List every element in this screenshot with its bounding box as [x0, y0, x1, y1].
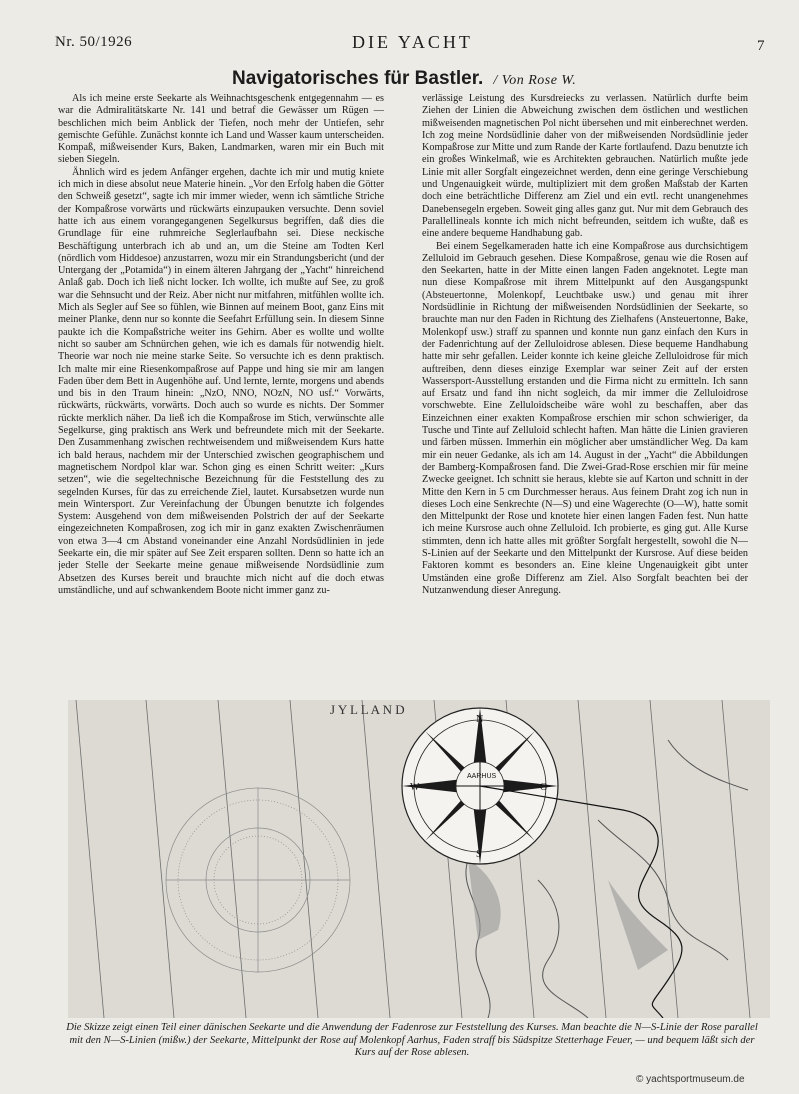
- paragraph: Als ich meine erste Seekarte als Weihnachtsgeschenk entgegennahm — es war die Admiralitätskarte Nr. 141 und betraf die Gewässer um Rügen — beschlichen mich beim Anblick der Tiefen, noch mehr der Untiefen, sehr gemischte Gefühle. Zunächst konnte ich Land und Wasser kaum unterscheiden. Kompaß, mißweisender Kurs, Baken, Landmarken, waren mir ein Buch mit sieben Siegeln.: [58, 93, 384, 166]
- figure-caption: Die Skizze zeigt einen Teil einer dänischen Seekarte und die Anwendung der Fadenrose zur Feststellung des Kurses. Man beachte die N—S-Linie der Rose parallel mit den N—S-Linien (mißw.) der Seekarte, Mittelpunkt der Rose auf Molenkopf Aarhus, Faden straff bis Südspitze Stetterhage Feuer, — und bequem läßt sich der Kurs auf der Rose ablesen.: [66, 1022, 758, 1059]
- article-byline: / Von Rose W.: [493, 73, 577, 88]
- chart-illustration: [68, 700, 770, 1018]
- article-title: Navigatorisches für Bastler.: [232, 68, 484, 89]
- paragraph: verlässige Leistung des Kursdreiecks zu verlassen. Natürlich durfte beim Ziehen der Linien die Abweichung zwischen dem östlichen und westlichen mißweisenden magnetischen Pol nicht übersehen und mit einberechnet werden. Ich zog meine Nordsüdlinie daher von der mißweisenden Nordsüdlinie jeder Kompaßrose zur Mitte und zum Rande der Karte fortlaufend. Dazu benutzte ich ein großes Winkelmaß, wie es Architekten gebrauchen. Natürlich mußte jede Linie mit aller Sorgfalt eingezeichnet werden, denn eine geringe Verschiebung und Ungenauigkeit würde, multipliziert mit dem großen Maßstab der Karten doch eine beträchtliche Differenz am Ziel und ein evtl. recht unangenehmes Danebensegeln ergeben. Soweit ging alles ganz gut. Nur mit dem Gebrauch des Parallellineals konnte ich mich nicht befreunden, seitdem ich wußte, daß es eine andere bequeme Handhabung gab.: [422, 93, 748, 240]
- watermark: © yachtsportmuseum.de: [636, 1074, 745, 1085]
- page-number: 7: [757, 38, 765, 54]
- paragraph: Ähnlich wird es jedem Anfänger ergehen, dachte ich mir und mutig kniete ich mich in diese absolut neue Materie hinein. „Vor den Erfolg haben die Götter den Schweiß gesetzt“, sagte ich mir immer wieder, wenn ich sämtliche Striche der Kompaßrose vorwärts und rückwärts einzupauken versuchte. Denn soviel hatte ich aus einem vorangegangenen Segelkursus begriffen, daß dies die Grundlage für eine ruhmreiche Seglerlaufbahn sei. Diese neckische Beschäftigung unterbrach ich ab und an, um die Steine am Todten Kerl (nördlich vom Hiddesoe) anzustarren, wozu mir ein Strandungsbericht (und der Untergang der „Potamida“) in einem älteren Jahrgang der „Yacht“ hinreichend Anlaß gab. Doch ich ließ nicht locker. Ich wollte, ich mußte auf See, zu groß war die Sehnsucht und der Reiz. Aber nicht nur mitfahren, mitfühlen wollte ich. Mich als Segler auf See so fühlen, wie Binnen auf meinem Boot, ganz Eins mit meiner Planke, denn nur so konnte die Seefahrt Erfüllung sein. In diesem Sinne paukte ich die Kompaßstriche weiter ins Gehirn. Aber es wollte und wollte nicht so sauber am Schnürchen gehen, wie ich es damals für notwendig hielt. Theorie war noch nie meine starke Seite. So versuchte ich es denn praktisch. Ich malte mir eine Riesenkompaßrose auf Pappe und hing sie mir am langen Faden über dem Bett in Augenhöhe auf. Und lernte, lernte, morgens und abends und bis in den Traum hinein: „NzO, NNO, NOzN, NO usf.“ Vorwärts, rückwärts, rückwärts, vorwärts. Doch auch so wurde es nichts. Der Sommer rückte merklich näher. Da ließ ich die Kompaßrose im Stich, verwünschte alle Segelkurse, ging praktisch ans Werk und befreundete mich mit der Seekarte. Den Zusammenhang zwischen rechtweisendem und mißweisendem Kurs hatte ich bald heraus, nachdem mir der Unterschied zwischen geographischem und magnetischem Nordpol klar war. Schon ging es einen Schritt weiter: „Kurs setzen“, wie die segeltechnische Bezeichnung für die Feststellung des zu segelnden Kurses, für das zu erreichende Ziel, lautet. Kursabsetzen wurde nun mein Wintersport. Zur Vereinfachung der Übungen benutzte ich folgendes System: Ausgehend von dem mißweisenden Polstrich der auf der Seekarte eingezeichneten Kompaßrosen, zog ich mir in ganz exakten Zwischenräumen von etwa 3—4 cm Abstand voneinander eine Anzahl Nordsüdlinien in jede Seekarte ein, die mir später auf See Zeit ersparen sollten. Denn so hatte ich an jeder Stelle der Seekarte meine genaue mißweisende Nordsüdlinie zum Absetzen des Kurses bereit und brauchte mich nicht auf die doch etwas umständliche, und auf schwankendem Boote nicht immer ganz zu-: [58, 166, 384, 596]
- map-label: J Y L L A N D: [330, 702, 405, 717]
- text-column-left: [58, 93, 384, 691]
- journal-title: DIE YACHT: [352, 32, 473, 52]
- issue-number: Nr. 50/1926: [55, 34, 133, 50]
- south-letter: S: [476, 849, 482, 860]
- north-letter: N: [476, 714, 484, 725]
- sea-chart-drawing: [68, 700, 770, 1018]
- rose-center-label: AARHUS: [467, 773, 497, 780]
- west-letter: W: [410, 782, 420, 793]
- text-column-right: [422, 93, 748, 693]
- article-heading: [232, 68, 576, 90]
- east-letter: O: [540, 782, 548, 793]
- paragraph: Bei einem Segelkameraden hatte ich eine Kompaßrose aus durchsichtigem Zelluloid im Gebrauch gesehen. Diese Kompaßrose, genau wie die Rosen auf den Seekarten, hatte in der Mitte einen langen Faden angeknotet. Legte man nun diese Kompaßrose mit ihrem Mittelpunkt auf den Ausgangspunkt (Absteuertonne, Molenkopf, Leuchtbake usw.) und genau mit ihrer Nordsüdlinie in Richtung der mißweisenden Nordsüdlinien der Seekarte, so brauchte man nur den Faden in Richtung des Zielhafens (Ansteuertonne, Bake, Molenkopf usw.) straff zu spannen und konnte nun ganz einfach den Kurs in der Fadenrichtung auf der Zelluloidrose ablesen. Diese bequeme Handhabung hatte mir sehr gefallen. Leider konnte ich keine gleiche Zelluloidrose für mich auftreiben, denn dieses einzige Exemplar war seiner Zeit auf der ersten Wassersport-Ausstellung erstanden und die Firma nicht zu ermitteln. Ich sann auf Ersatz und fand ihn nicht sogleich, da mir immer die Zelluloidrose vorschwebte. Eine Zelluloidscheibe wäre wohl zu beschaffen, aber das Einzeichnen einer exakten Kompaßrose erschien mir schon schwieriger, da Tusche und Tinte auf Zelluloid schlecht haften. Man hätte die Linien gravieren und färben müssen. Immerhin ein möglicher aber umständlicher Weg. Da kam mir ein neuer Gedanke, als ich am 14. August in der „Yacht“ die Abbildungen der Bamberg-Kompaßrosen fand. Die Zwei-Grad-Rose erschien mir für meine Zwecke geeignet. Ich schnitt sie heraus, klebte sie auf Karton und schnitt in der Mitte den Kern in 5 cm Durchmesser heraus. Aus feinem Draht zog ich nun in dieses Loch eine Senkrechte (N—S) und eine Wagerechte (O—W), hatte somit den Mittelpunkt der Rose und knotete hier einen langen Faden fest. Nun hatte ich meine Kursrose auch ohne Zelluloid. Ich probierte, es ging gut. Alle Kurse stimmten, denn ich hatte alles mit größter Sorgfalt hergestellt, sowohl die N—S-Linien auf der Seekarte und den Mittelpunkt der Kursrose. Auf diese beiden Faktoren kommt es besonders an. Eine kleine Ungenauigkeit gibt unter Umständen eine große Differenz am Ziel. Also Sorgfalt beachten bei der Nutzanwendung dieser Anregung.: [422, 240, 748, 596]
